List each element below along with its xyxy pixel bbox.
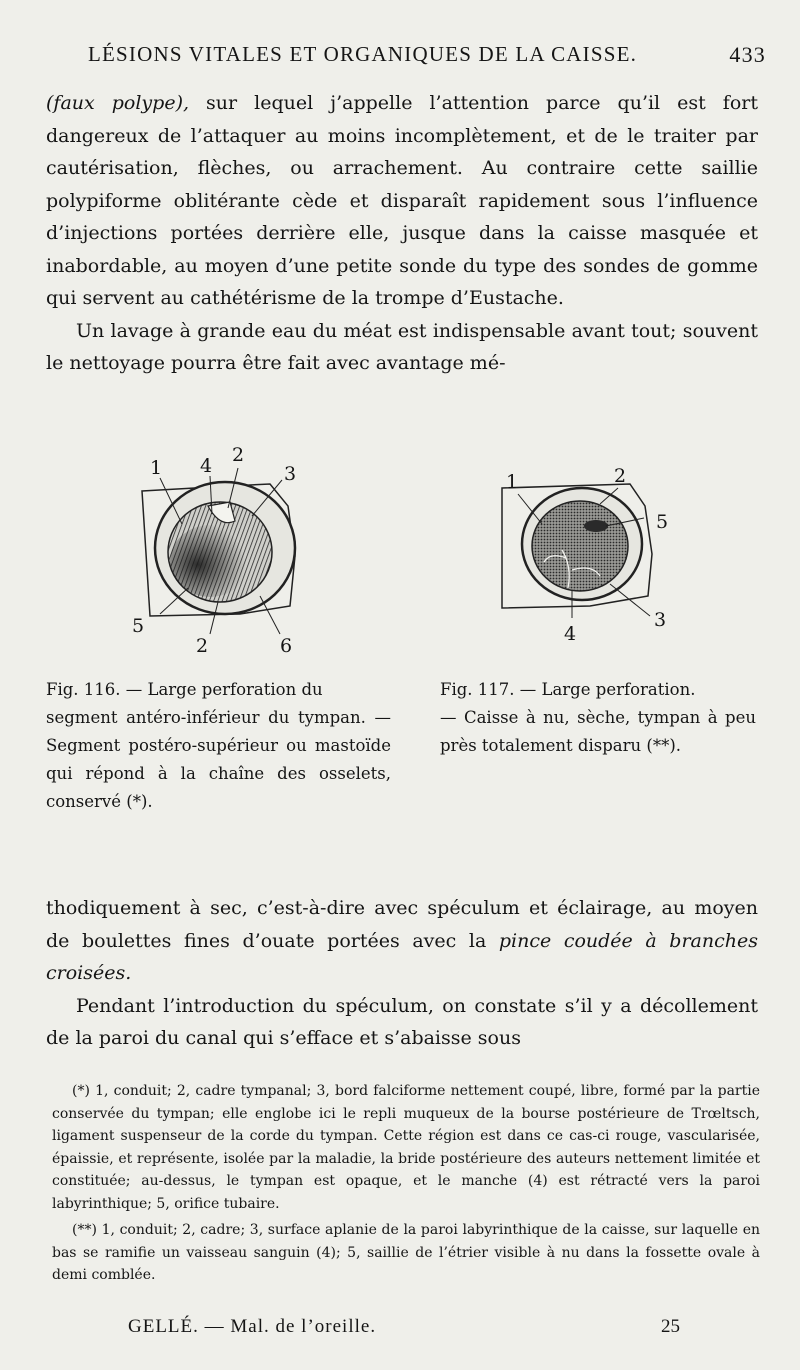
figure-117-illustration	[480, 466, 710, 656]
running-head	[58, 40, 770, 72]
fig117-label-2: 2	[614, 466, 627, 487]
body-text-top	[46, 87, 758, 380]
fig117-label-4: 4	[564, 623, 577, 645]
paragraph-1-text: sur lequel j’appelle l’attention parce qu’il est fort dangereux de l’attaquer au moins incomplètement, et de le traiter par cautérisation, flèches, ou arrachement. Au contraire cette saillie polypiforme oblitérante cède et disparaît rapidement sous l’influence d’injections portées derrière elle, jusque dans la caisse masquée et inabordable, au moyen d’une petite sonde du type des sondes de gomme qui servent au cathétérisme de la trompe d’Eustache.	[46, 92, 758, 309]
caption-117-head: Fig. 117. — Large perforation.	[440, 680, 696, 699]
fig116-label-3: 3	[284, 463, 297, 485]
fig117-label-3: 3	[654, 609, 667, 631]
stapes-projection	[584, 520, 608, 532]
signature-mark: GELLÉ. — Mal. de l’oreille.	[128, 1316, 377, 1337]
page-number: 433	[729, 42, 766, 67]
footnote-1: (*) 1, conduit; 2, cadre tympanal; 3, bord falciforme nettement coupé, libre, formé par la partie conservée du tympan; elle englobe ici le repli muqueux de la bourse postérieure de Trœltsch, ligament suspenseur de la corde du tympan. Cette région est dans ce cas-ci rouge, vascularisée, épaissie, et représente, isolée par la maladie, la bride postérieure des auteurs nettement limitée et constituée; au-dessus, le tympan est opaque, et le manche (4) est rétracté vers la paroi labyrinthique; 5, orifice tubaire.	[52, 1083, 760, 1212]
body-text-bottom	[46, 892, 758, 1055]
fig116-label-5: 5	[132, 615, 145, 637]
paragraph-3	[46, 892, 758, 990]
fig117-label-1: 1	[506, 471, 519, 493]
sheet-number: 25	[661, 1316, 680, 1337]
figure-116-caption	[46, 676, 391, 816]
fig116-label-6: 6	[280, 635, 293, 657]
italic-phrase: (faux polype),	[46, 92, 190, 114]
paragraph-3-text: thodiquement à sec, c’est-à-dire avec spéculum et éclairage, au moyen de boulettes fines d’ouate portées avec la	[46, 897, 758, 952]
caption-116-head: Fig. 116. — Large perforation du	[46, 680, 323, 699]
fig116-label-2: 2	[232, 444, 245, 466]
figure-117-caption	[440, 676, 756, 760]
fig116-label-4: 4	[200, 455, 213, 477]
fig116-label-1: 1	[150, 457, 163, 479]
italic-phrase: pince coudée à branches croisées.	[46, 929, 758, 984]
figure-116-illustration	[120, 436, 350, 661]
paragraph-2: Un lavage à grande eau du méat est indispensable avant tout; souvent le nettoyage pourra être fait avec avantage mé-	[46, 319, 758, 374]
fig116-label-2b: 2	[196, 635, 209, 657]
running-title: LÉSIONS VITALES ET ORGANIQUES DE LA CAISSE.	[88, 42, 638, 66]
labyrinthine-wall	[532, 501, 628, 591]
fig117-label-5: 5	[656, 511, 669, 533]
paragraph-4: Pendant l’introduction du spéculum, on constate s’il y a décollement de la paroi du canal qui s’efface et s’abaisse sous	[46, 994, 758, 1049]
footnote-2: (**) 1, conduit; 2, cadre; 3, surface aplanie de la paroi labyrinthique de la caisse, sur laquelle en bas se ramifie un vaisseau sanguin (4); 5, saillie de l’étrier visible à nu dans la fossette ovale à demi comblée.	[52, 1222, 760, 1283]
caption-116-body: segment antéro-inférieur du tympan. — Segment postéro-supérieur ou mastoïde qui répond à la chaîne des osselets, conservé (*).	[46, 708, 391, 811]
page-footer	[120, 1316, 680, 1346]
paragraph-1	[46, 87, 758, 315]
caption-117-body: — Caisse à nu, sèche, tympan à peu près totalement disparu (**).	[440, 708, 756, 755]
cavity-shadow	[170, 525, 250, 597]
footnotes	[52, 1080, 760, 1291]
